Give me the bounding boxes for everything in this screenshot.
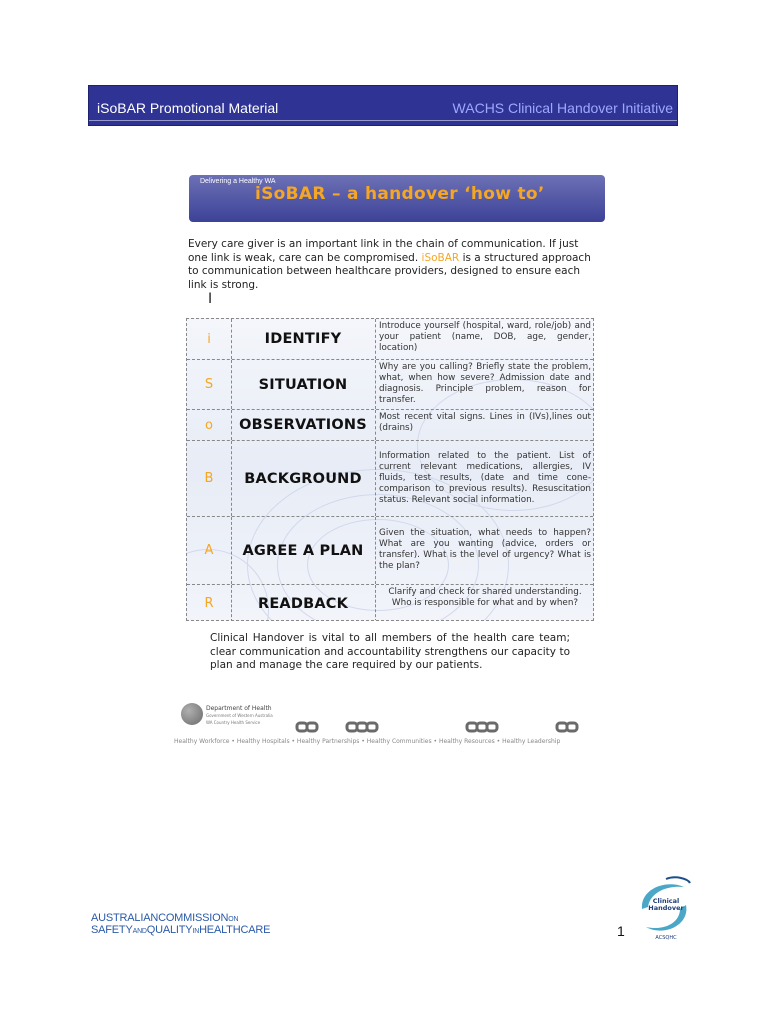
acsqhc-word: SAFETY	[91, 924, 133, 936]
row-letter: o	[187, 410, 232, 440]
isobar-banner	[189, 175, 605, 222]
row-letter: A	[187, 517, 232, 584]
intro-paragraph	[188, 238, 594, 292]
row-step: OBSERVATIONS	[231, 410, 376, 440]
acsqhc-word: CARE	[240, 924, 271, 936]
acsqhc-word: COMMISSION	[158, 912, 229, 924]
doh-government-line: Government of Western Australia	[206, 713, 273, 718]
chain-links-graphic	[295, 721, 625, 733]
logo-line-1: Clinical	[652, 897, 680, 905]
row-step: SITUATION	[231, 360, 376, 409]
table-row	[187, 410, 593, 441]
acsqhc-word: AUSTRALIAN	[91, 912, 159, 924]
document-header	[88, 85, 678, 126]
row-letter: B	[187, 441, 232, 516]
acsqhc-word: QUALITY	[146, 924, 193, 936]
table-row	[187, 319, 593, 360]
department-of-health-text	[206, 705, 273, 726]
banner-kicker: Delivering a Healthy WA	[200, 178, 276, 185]
row-description: Introduce yourself (hospital, ward, role/job) and your patient (name, DOB, age, gender, location)	[379, 321, 591, 353]
table-row	[187, 517, 593, 585]
row-description: Why are you calling? Briefly state the problem, what, when how severe? Admission date and diagnosis. Principle problem, reason for transfer.	[379, 362, 591, 405]
row-step: BACKGROUND	[231, 441, 376, 516]
row-letter: R	[187, 585, 232, 621]
text-cursor-mark: I	[208, 291, 213, 307]
healthy-wa-strip: Healthy Workforce • Healthy Hospitals • Healthy Partnerships • Healthy Communities • Healthy Resources • Healthy Leadership	[174, 738, 561, 745]
clinical-handover-logo	[636, 875, 692, 943]
acsqhc-word: IN	[192, 928, 200, 935]
row-description: Most recent vital signs. Lines in (IVs),lines out (drains)	[379, 412, 591, 433]
intro-isobar-highlight: iSoBAR	[421, 251, 460, 264]
row-step: IDENTIFY	[231, 319, 376, 359]
department-of-health-logo	[181, 703, 203, 725]
row-step: AGREE A PLAN	[231, 517, 376, 584]
row-letter: S	[187, 360, 232, 409]
acsqhc-word: HEALTH	[199, 924, 241, 936]
row-description: Information related to the patient. List of current relevant medications, allergies, IV fluids, test results, (date and time cone-comparison to previous results). Resuscitation status. Relevant social information.	[379, 451, 591, 505]
acsqhc-line-2	[91, 925, 270, 937]
row-description: Clarify and check for shared understanding. Who is responsible for what and by when?	[388, 587, 582, 608]
doh-service-line: WA Country Health Service	[206, 720, 261, 725]
logo-line-2: Handover	[648, 904, 684, 912]
table-row	[187, 360, 593, 410]
row-step: READBACK	[231, 585, 376, 621]
closing-paragraph: Clinical Handover is vital to all members of the health care team; clear communication and accountability strengthens our capacity to plan and manage the care required by our patients.	[210, 632, 570, 671]
logo-line-3: ACSQHC	[655, 935, 677, 941]
header-title-right: WACHS Clinical Handover Initiative	[452, 100, 673, 116]
intro-text-after: is a structured approach to communication between healthcare providers, designed to ensure each link is strong.	[188, 251, 591, 291]
acsqhc-word: AND	[132, 928, 147, 935]
header-title-left: iSoBAR Promotional Material	[97, 100, 279, 116]
intro-text-before: Every care giver is an important link in the chain of communication. If just one link is weak, care can be compromised.	[188, 238, 579, 264]
page-number: 1	[617, 923, 625, 939]
header-rule	[89, 120, 677, 121]
isobar-table	[186, 318, 594, 621]
table-row	[187, 441, 593, 517]
acsqhc-word: ON	[228, 916, 239, 923]
table-row	[187, 585, 593, 621]
row-letter: i	[187, 319, 232, 359]
banner-title: iSoBAR – a handover ‘how to’	[255, 184, 545, 204]
doh-name: Department of Health	[206, 705, 272, 712]
acsqhc-wordmark	[91, 913, 270, 937]
row-description: Given the situation, what needs to happen? What are you wanting (advice, orders or transfer). What is the level of urgency? What is the plan?	[379, 528, 591, 571]
